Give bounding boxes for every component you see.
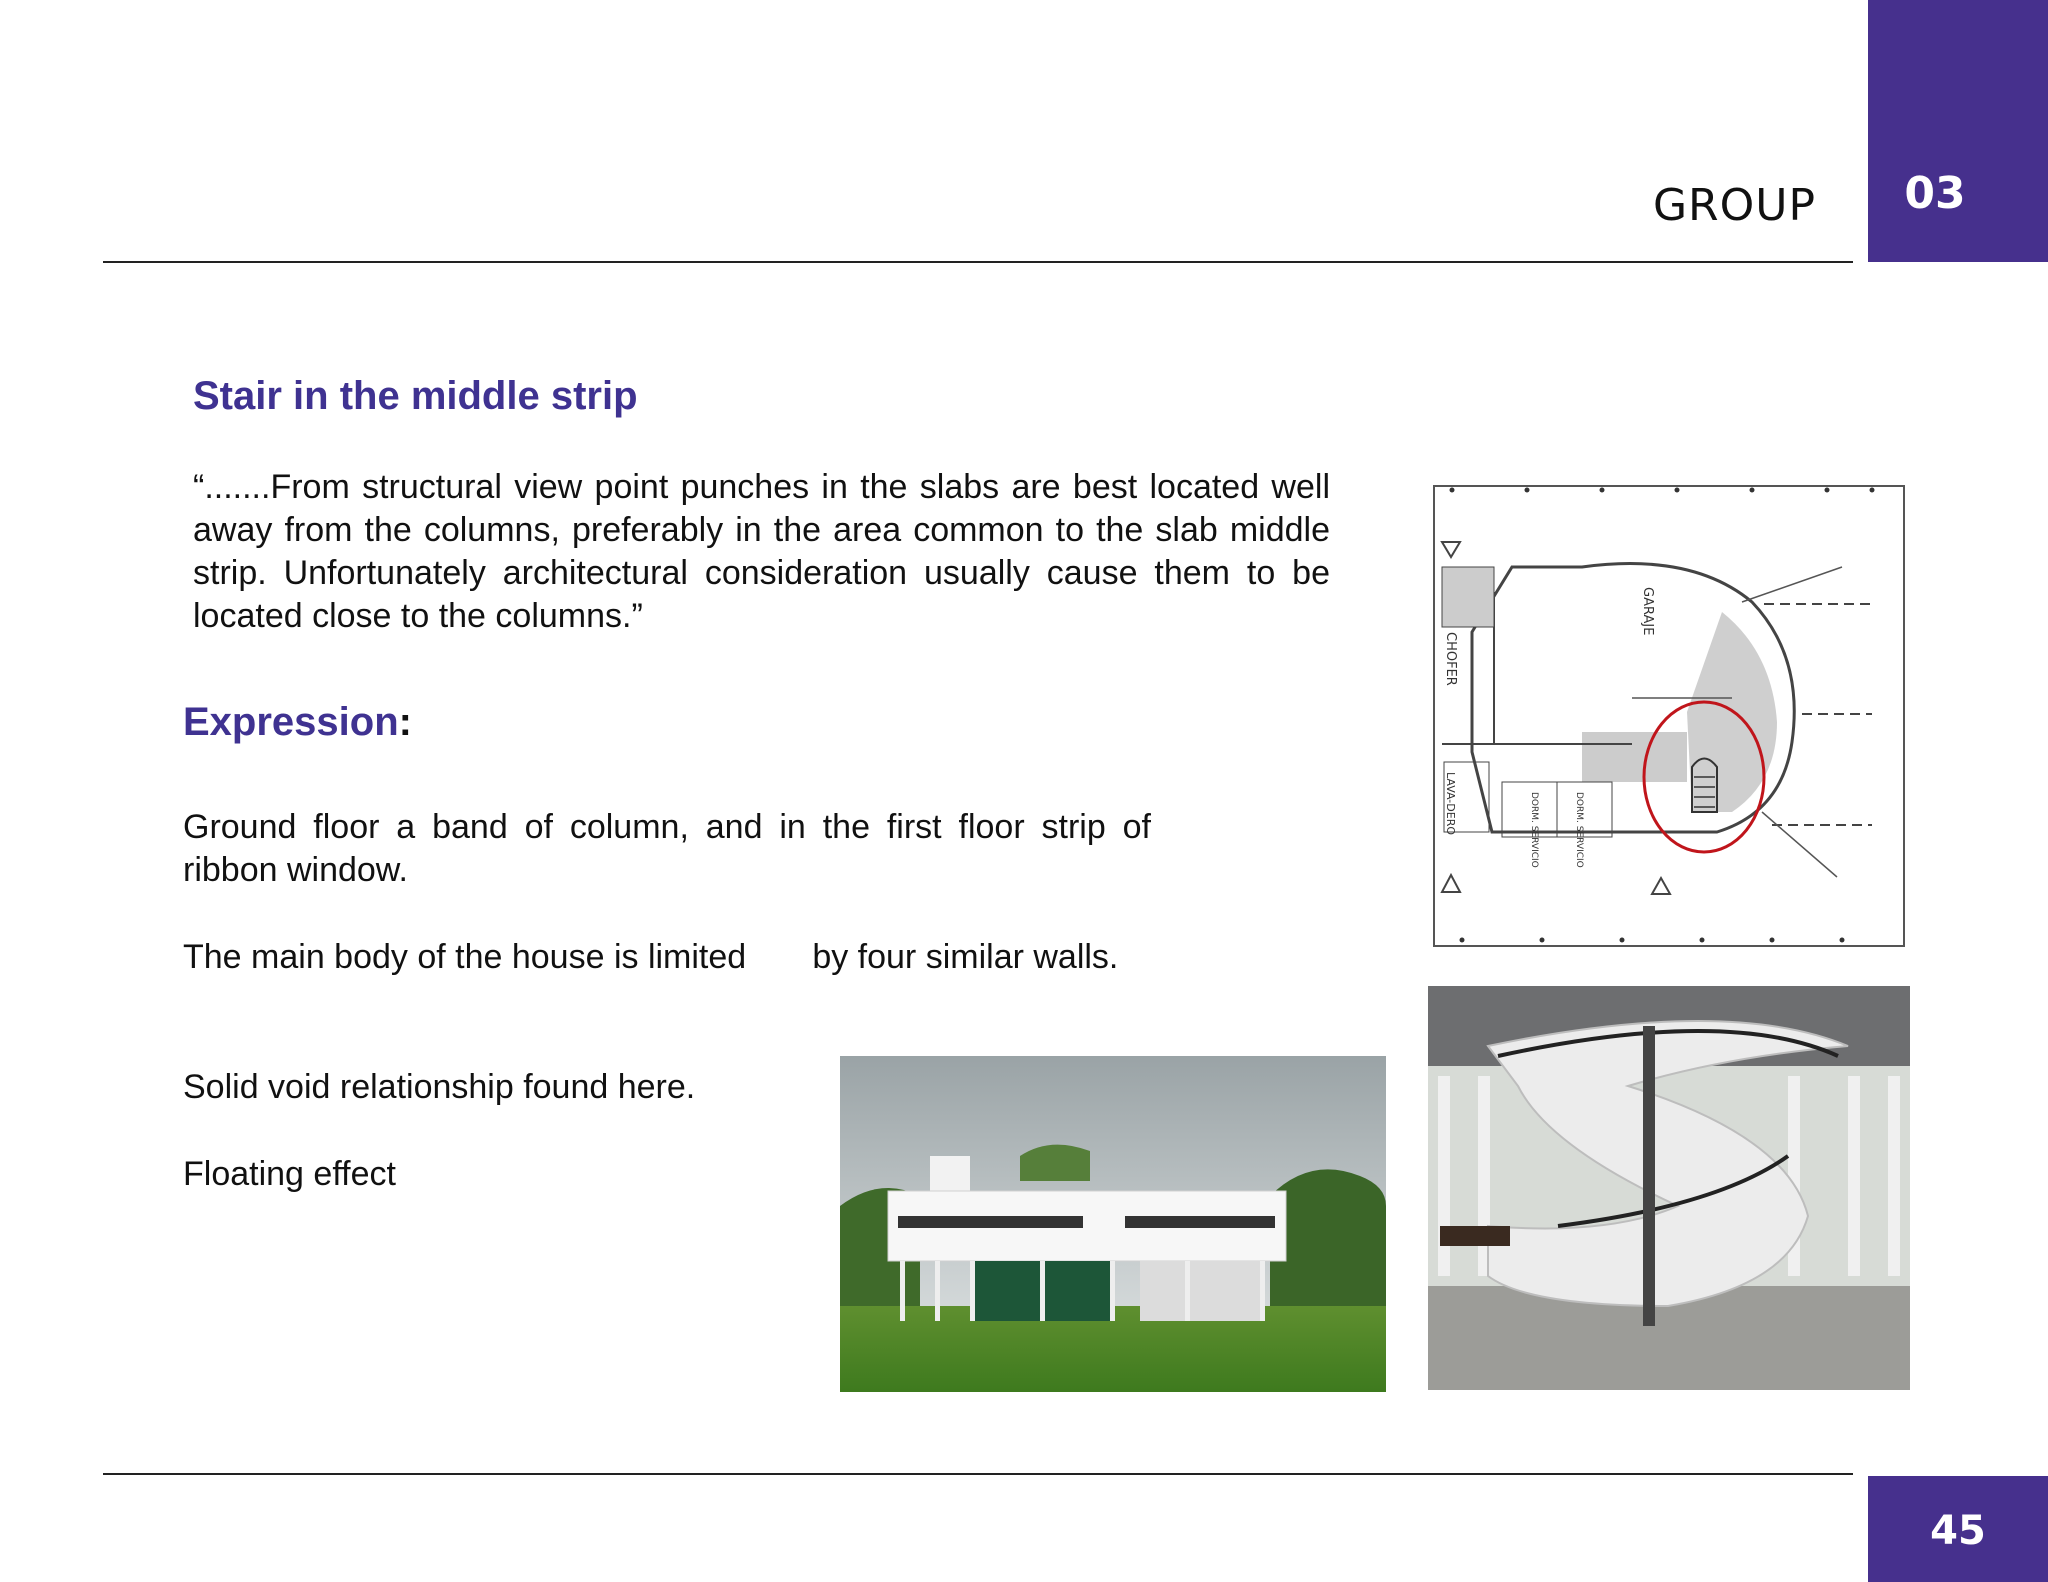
floor-plan-image [1432, 482, 1906, 948]
expression-label: Expression [183, 700, 399, 744]
plan-label-dorm-1: DORM. SERVICIO [1529, 792, 1539, 868]
group-number-box [1868, 0, 2048, 262]
plan-label-lavadero: LAVA-DERO [1444, 772, 1457, 835]
group-label: GROUP [1652, 180, 1816, 231]
page-number: 45 [1930, 1508, 1986, 1554]
expression-point-2: The main body of the house is limited by four similar walls. [183, 938, 1119, 976]
footer-rule [103, 1473, 1853, 1475]
expression-colon: : [398, 700, 412, 744]
villa-exterior-photo [840, 1056, 1386, 1392]
plan-label-chofer: CHOFER [1443, 632, 1458, 686]
header-rule [103, 261, 1853, 263]
expression-point-3: Solid void relationship found here. [183, 1068, 696, 1106]
plan-label-dorm-2: DORM. SERVICIO [1574, 792, 1584, 868]
plan-label-garaje: GARAJE [1640, 587, 1655, 636]
expression-point-4: Floating effect [183, 1155, 396, 1193]
section-title-stair: Stair in the middle strip [193, 374, 638, 418]
section-title-expression [183, 700, 412, 745]
group-number: 03 [1904, 168, 1966, 219]
quote-paragraph: “.......From structural view point punches in the slabs are best located well away from the columns, preferably in the area common to the slab middle strip. Unfortunately architectural consideration usually cause them to be located close to the columns.” [193, 468, 1330, 635]
expression-point-1: Ground floor a band of column, and in the first floor strip of ribbon window. [183, 808, 1151, 889]
spiral-stair-photo [1428, 986, 1910, 1390]
